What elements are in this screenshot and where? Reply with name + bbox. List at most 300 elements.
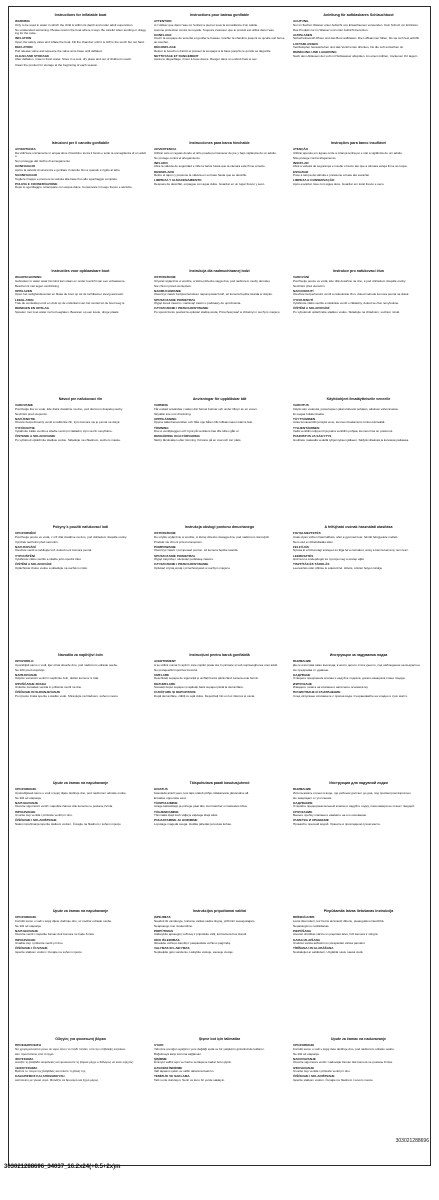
block-text: Не защищает от утопления.	[293, 795, 332, 800]
block-heading: VYPOUŠTĚNÍ	[15, 553, 35, 558]
instruction-block	[15, 29, 146, 36]
section-sk	[11, 395, 150, 523]
block-heading: RENGÖRING OCH FÖRVARING	[154, 434, 200, 439]
instruction-block	[293, 555, 424, 562]
instruction-block	[293, 276, 424, 283]
instruction-block	[154, 1053, 285, 1057]
instruction-block	[154, 307, 285, 314]
section-fi	[289, 395, 428, 523]
instruction-block	[154, 683, 285, 690]
block-text: Upotrebljavati samo u vodi u kojoj dijete dodiruje dno, pod nadzorom odrasle osobe.	[15, 790, 127, 795]
block-text: Ανοίξτε τη βαλβίδα ασφαλείας και φουσκώστε τη βάρκα μέχρι ο θάλαμος να είναι σφιχτός.	[15, 1060, 134, 1065]
instruction-block	[154, 546, 285, 553]
instruction-block	[15, 307, 146, 314]
block-heading: ACHTUNG	[293, 19, 309, 23]
block-heading: OPOZORILO	[15, 659, 34, 663]
block-text: Atveriet drošības vārstu un piepūtiet laivu, līdz kamera ir stingra.	[293, 932, 379, 937]
block-text: Pull release valve and squeeze the valve at its base until deflated.	[15, 48, 103, 53]
block-heading: ΦΟΥΣΚΩΜΑ	[15, 1056, 34, 1061]
block-heading: OSTRZEŻENIE	[154, 531, 176, 535]
block-text: Nepasargā no noslīkšanas.	[293, 923, 330, 928]
instruction-block	[154, 55, 285, 62]
block-heading: ΠΡΟΕΙΔΟΠΟΙΗΣΗ	[15, 1043, 41, 1047]
instruction-block	[293, 797, 424, 801]
block-heading: ATENÇÃO	[293, 147, 309, 151]
instruction-block	[293, 418, 424, 425]
section-lv	[289, 907, 428, 1035]
block-text: След изпускане изплакнете с прясна вода. Съхранявайте на хладно и сухо място.	[293, 693, 408, 698]
block-text: Gebruiken in water waar het kind kan staan en onder toezicht van een volwassene.	[15, 278, 126, 283]
section-cs2	[11, 523, 150, 651]
instruction-block	[154, 276, 285, 283]
block-heading: LIMPEZA E CONSERVAÇÃO	[293, 178, 335, 183]
block-heading: ИЗПУСКАНЕ	[293, 681, 312, 686]
instruction-block	[293, 1053, 424, 1057]
block-text: Nyissa ki a biztonsági szelepet és fújja fel a csónakot, amíg a kamra kemény nem lesz.	[293, 548, 409, 553]
block-heading: ČIŠČENJE IN SHRANJEVANJE	[15, 690, 61, 695]
block-heading: NAFÚKNUTIE	[15, 416, 36, 421]
block-heading: ADVERTENCIA	[154, 147, 177, 151]
instruction-block	[15, 802, 146, 809]
instruction-block	[293, 660, 424, 667]
instruction-block	[15, 669, 146, 673]
section-fr	[150, 11, 289, 139]
block-text: Výrobek nechrání před utonutím.	[15, 539, 59, 544]
block-heading: AUFBLASEN	[293, 32, 313, 37]
instruction-block	[15, 20, 146, 27]
block-heading: DESINFLADO	[154, 169, 175, 174]
block-heading: FELFÚJÁS	[293, 544, 309, 549]
block-heading: DEZUMFLARE	[154, 681, 176, 686]
block-text: Wyjąć zatyczkę i nacisnąć podstawę zaworu.	[154, 557, 214, 562]
instruction-block	[15, 174, 146, 181]
block-text: Używać wyłącznie w wodzie, w której dziecko sięga dna, pod nadzorem osoby dorosłej.	[154, 278, 271, 283]
block-heading: FIGYELMEZTETÉS	[293, 531, 321, 535]
block-text: Izvadite čep i pritisnite ventil pri dnu.	[15, 941, 64, 946]
section-title: Instrucciones para barca hinchable	[189, 141, 250, 145]
block-text: Po spuszczeniu powietrza opłukać słodką wodą. Przechowywać w chłodnym i suchym miejscu.	[154, 309, 281, 314]
block-text: Huuhtele makealla vedellä tyhjennyksen jälkeen. Säilytä viileässä ja kuivassa paikassa.	[293, 437, 410, 442]
section-el	[11, 1035, 150, 1163]
block-heading: AVVERTENZA	[15, 147, 36, 151]
instruction-block	[293, 691, 424, 698]
section-de	[289, 11, 428, 139]
block-text: Po izpustu zraka sperite s sladko vodo. Shranjujte na hladnem, suhem mestu.	[15, 693, 119, 698]
section-lt	[150, 907, 289, 1035]
instruction-block	[154, 1058, 285, 1065]
instruction-block	[15, 811, 146, 818]
block-text: Togliere il tappo e premere la valvola alla base fino allo sgonfiaggio completo.	[15, 176, 118, 181]
instruction-block	[154, 427, 285, 434]
block-heading: VARNING	[154, 403, 169, 407]
instruction-block	[293, 819, 424, 826]
instruction-block	[293, 34, 424, 41]
block-heading: TÖMNING	[154, 425, 169, 430]
block-heading: GAISA IZLAIŠANA	[293, 937, 321, 942]
instruction-block	[15, 299, 146, 306]
section-es	[150, 139, 289, 267]
instruction-block	[154, 788, 285, 795]
instruction-block	[154, 819, 285, 826]
block-text: Nuplaukite gėlu vandeniu. Laikykite vėsioje, sausoje vietoje.	[154, 949, 234, 954]
block-text: Otvorte bezpečnostný ventil a nafúknite čln, kým komora nie je pevná na dotyk.	[15, 420, 121, 425]
block-text: Öppna säkerhetsventilen och blås upp båten tills luftkammaren känns fast.	[154, 420, 253, 425]
instruction-block	[154, 34, 285, 45]
instruction-block	[293, 532, 424, 539]
instruction-block	[15, 1075, 146, 1082]
block-text: Yalnızca çocuğun ayağının yere değdiği suda ve bir yetişkinin gözetiminde kullanın.	[154, 1046, 265, 1051]
block-text: Avage kaitseklapp ja puhuge paat täis, kuni kamber on katsudes kõva.	[154, 804, 248, 809]
block-heading: INSUFLAR	[293, 160, 309, 165]
block-text: Open het veiligheidsventiel en blaas de boot op tot de luchtkamer stevig aanvoelt.	[15, 292, 124, 297]
block-heading: NAFUKOVÁNÍ	[15, 544, 36, 549]
block-text: Naudoti tik vandenyje, kuriame vaikas siekia dugną, prižiūrint suaugusiajam.	[154, 918, 256, 923]
section-tr	[150, 1035, 289, 1163]
instruction-block	[15, 404, 146, 411]
block-heading: NADMUCHIWANIE	[154, 288, 181, 293]
instruction-block	[293, 683, 424, 690]
block-text: Po vyfouknutí opláchněte sladkou vodou. Skladujte na chladném, suchém místě.	[293, 309, 401, 314]
instruction-block	[154, 925, 285, 929]
block-text: Produkt nie chroni przed utonięciem.	[154, 539, 203, 544]
instruction-block	[15, 46, 146, 53]
block-heading: НАДУВАНЕ	[293, 672, 311, 677]
block-text: Откройте предохранительный клапан и надуйте лодку, пока камера не станет твердой.	[293, 804, 415, 809]
instruction-block	[154, 947, 285, 954]
instruction-block	[15, 37, 146, 44]
block-text: Noskalojiet ar saldūdeni. Uzglabāt vēsā, sausā vietā.	[293, 949, 364, 954]
block-heading: IZDUVAVANJE	[293, 1065, 315, 1070]
block-heading: ВНИМАНИЕ	[293, 787, 312, 791]
instruction-block	[154, 916, 285, 923]
block-text: După dezumflare, clătiți cu apă dulce. Depozitați într-un loc răcoros și uscat.	[154, 693, 256, 698]
block-heading: ВНИМАНИЕ	[293, 659, 312, 663]
block-heading: VAROVANIE	[15, 403, 33, 407]
block-text: Otvorite ventil i napušite čamac dok komora ne bude čvrsta.	[15, 932, 95, 937]
section-title: Instructions pour bateau gonflable	[189, 13, 250, 17]
block-text: Ventilstopfen herausziehen und das Ventil unten drücken, bis die Luft entwichen ist.	[293, 45, 404, 50]
block-heading: ORO IŠLEIDIMAS	[154, 937, 180, 942]
section-cs	[289, 267, 428, 395]
instruction-block	[154, 939, 285, 946]
block-heading: PUHDISTUS JA SÄILYTYS	[293, 434, 332, 439]
instruction-block	[154, 541, 285, 545]
block-text: Izvucite čep ventila i pritisnite ventil pri dnu.	[293, 1069, 351, 1074]
block-text: Skyddar inte mot drunkning.	[154, 411, 192, 416]
instruction-block	[293, 413, 424, 417]
block-heading: NAPUHAVANJE	[15, 928, 39, 933]
instruction-block	[15, 819, 146, 826]
instruction-block	[15, 563, 146, 570]
block-heading: PUHASTAMINE JA HOIDMINE	[154, 818, 198, 823]
instruction-block	[15, 674, 146, 681]
instruction-block	[293, 939, 424, 946]
instruction-block	[293, 811, 424, 818]
instruction-block	[15, 660, 146, 667]
block-heading: UPOZORENJE	[15, 915, 37, 919]
block-text: Non protegge dal rischio di annegamento.	[15, 159, 71, 164]
block-heading: DÉGONFLAGE	[154, 45, 176, 50]
section-title: Οδηγίες για φουσκωτή βάρκα	[55, 1037, 106, 1041]
block-text: Nach dem Ablassen der Luft mit Süßwasser abspülen. An einem kühlen, trockenen Ort lagern.	[293, 53, 419, 58]
block-text: Промойте пресной водой. Хранить в прохладном сухом месте.	[293, 821, 381, 826]
block-heading: НАДУВАНИЕ	[293, 800, 313, 805]
block-heading: CLEAN AND STORAGE	[15, 53, 50, 58]
instruction-block	[15, 947, 146, 954]
block-heading: VYFÚKNUTIE	[15, 425, 35, 430]
block-text: A n'utiliser que dans l'eau où l'enfant a pied et sous la surveillance d'un adulte.	[154, 22, 259, 27]
block-heading: INFLADO	[154, 160, 168, 165]
block-text: Βγάλτε το πώμα της βαλβίδας και πιέστε τη βάση της.	[15, 1069, 87, 1074]
block-heading: LEEGLATEN	[15, 297, 34, 302]
block-heading: TYHJENTÄMINEN	[293, 425, 320, 430]
block-text: Kasutada ainult vees, kus laps ulatub põhja, täiskasvanu järelevalve all.	[154, 790, 250, 795]
section-pl2	[150, 523, 289, 651]
section-title: Návod pre nafukovací čln	[58, 397, 103, 401]
block-text: Húzza ki a szelepdugót és nyomja meg a szelep alját.	[293, 557, 365, 562]
block-heading: CZYSZCZENIE I PRZECHOWYWANIE	[154, 562, 209, 567]
block-heading: TÄISPUHUMINE	[154, 800, 178, 805]
instruction-block	[293, 285, 424, 289]
section-title: Instrukcijos pripučiamai valčiai	[192, 909, 247, 913]
instruction-block	[15, 413, 146, 417]
block-heading: UPPBLÅSNING	[154, 416, 177, 421]
instruction-block	[154, 179, 285, 186]
block-heading: HAVASINI İNDİRME	[154, 1065, 183, 1070]
block-heading: LIMPIEZA Y ALMACENAMIENTO	[154, 178, 202, 183]
block-heading: GONFLAGE	[154, 32, 172, 37]
block-text: Izvucite čep ventila i pritisnite ventil pri dnu.	[15, 813, 73, 818]
block-heading: PIEPŪŠANA	[293, 928, 312, 933]
instruction-block	[15, 290, 146, 297]
section-title: Piepūšamās laivas lietošanas instrukcija	[323, 909, 394, 913]
instruction-block	[293, 947, 424, 954]
section-title: Инструкция для надувной лодки	[329, 781, 388, 785]
block-heading: TÄYTTÄMINEN	[293, 416, 316, 421]
block-text: Beschermt niet tegen verdrinking.	[15, 283, 60, 288]
block-heading: HOIATUS	[154, 787, 168, 791]
instruction-block	[15, 797, 146, 801]
block-heading: DEFLATION	[15, 45, 33, 50]
instruction-block	[15, 183, 146, 190]
block-text: Opláchněte čistou vodou a skladujte na suchém místě.	[15, 565, 88, 570]
block-heading: IZPUŠČANJE ZRAKA	[15, 681, 47, 686]
instruction-block	[154, 20, 285, 27]
block-heading: GONFIAGGIO	[15, 164, 36, 169]
block-text: Spoelen met zoet water na het leeglaten. Bewaren op een koele, droge plaats.	[15, 309, 120, 314]
instruction-block	[15, 285, 146, 289]
instruction-block	[15, 683, 146, 690]
block-text: Atidarykite apsauginį vožtuvą ir pripūskite valtį, kol kamera bus standi.	[154, 932, 247, 937]
footer-code: 303021288696_34037_16.2x24(+0.5+2x)m	[4, 1164, 121, 1170]
instruction-block	[15, 148, 146, 159]
instruction-block	[293, 1067, 424, 1074]
block-text: Выньте пробку клапана и нажмите на его основание.	[293, 813, 367, 818]
block-heading: BRĪDINĀJUMS	[293, 915, 315, 919]
section-en	[11, 11, 150, 139]
block-text: Após esvaziar, lave com água doce. Guardar em local fresco e seco.	[293, 181, 385, 186]
section-title: Instructies voor opblaasbare boot	[51, 269, 110, 273]
block-text: Ištraukite vožtuvo kamštį ir paspauskite vožtuvo pagrindą.	[154, 941, 231, 946]
instruction-block	[293, 20, 424, 27]
block-heading: CURĂȚARE ȘI DEPOZITARE	[154, 690, 196, 695]
instruction-block	[15, 165, 146, 172]
section-nl	[11, 267, 150, 395]
block-heading: ISPUHIVANJE	[15, 937, 36, 942]
block-heading: UPOZORENJE	[293, 1043, 315, 1047]
block-text: Isperite slatkom vodom i čuvajte na suhom mjestu.	[15, 949, 83, 954]
block-text: Izvlecite zamašek ventila in pritisnite ventil na dnu.	[15, 685, 83, 690]
section-title: Pokyny k použití nafukovací lodi	[52, 525, 109, 529]
block-heading: TISZTÍTÁS ÉS TÁROLÁS	[293, 562, 330, 567]
instruction-block	[15, 930, 146, 937]
block-text: Nur im flachen Wasser unter Aufsicht von Erwachsenen verwenden. Kein Schutz vor Ertrinken.	[293, 22, 419, 27]
block-text: Nu protejează împotriva înecului.	[154, 667, 198, 672]
block-text: Clean the product for storage at the beginning of each season.	[15, 62, 99, 67]
block-text: Otvorite sigurnosni ventil i napušite čamac dok komora ne postane čvrsta.	[15, 804, 114, 809]
instruction-block	[15, 1044, 146, 1051]
block-text: Sicherheitsventil öffnen und das Boot aufblasen. Die Luftkammer füllen, bis sie sich fest anfühlt.	[293, 36, 420, 41]
instruction-block	[154, 435, 285, 442]
block-text: Käytä vain vedessä, jossa lapsen jalat ulottuvat pohjaan, aikuisen valvonnassa.	[293, 406, 399, 411]
block-text: Après le dégonflage, rincer à l'eau douce. Ranger dans un endroit frais et sec.	[154, 57, 258, 62]
block-text: Da utilizzare unicamente in acqua dove il bambino tocca il fondo e sotto la sorveglianza di un adulto.	[15, 150, 146, 159]
block-text: Skölj i färskvatten efter tömning. Förvara på en sval och torr plats.	[154, 437, 242, 442]
instruction-block	[293, 788, 424, 795]
block-text: Trek de ventieldop eruit en druk op de onderkant van het ventiel tot de boot leeg is.	[15, 301, 126, 306]
block-heading: VYFOUKNUTÍ	[293, 297, 314, 302]
block-heading: VALYMAS IR LAIKYMAS	[154, 946, 190, 951]
block-text: Opłukać czystą wodą i przechowywać w suchym miejscu.	[154, 565, 231, 570]
instruction-block	[154, 46, 285, 53]
block-heading: ČIŠĆENJE I SKLADIŠTENJE	[15, 818, 57, 823]
block-text: Να χρησιμοποιείται μόνο σε νερό όπου το παιδί πατάει, υπό την επίβλεψη ενηλίκου.	[15, 1046, 127, 1051]
block-text: Não protege contra afogamento.	[293, 155, 337, 160]
block-text: Otevřete bezpečnostní ventil a nafoukněte člun, dokud nebude komora pevná na dotek.	[293, 292, 410, 297]
instruction-block	[15, 418, 146, 425]
block-text: Использовать только в воде, где ребенок достает до дна, под присмотром взрослых.	[293, 790, 412, 795]
block-text: Abra a válvula de segurança e insufle o barco até que a câmara esteja firme ao toque.	[293, 164, 408, 169]
block-text: Ei kaitse uppumise eest.	[154, 795, 187, 800]
block-text: Do użytku wyłącznie w wodzie, w której dziecko dosięga dna, pod nadzorem dorosłych.	[154, 534, 270, 539]
section-title: Anvisningar för uppblåsbar båt	[192, 397, 247, 401]
block-text: Después de desinflar, enjuague con agua dulce. Guardar en un lugar fresco y seco.	[154, 181, 266, 186]
block-text: Leeresztés után öblítse le édesvízzel. Hűvös, száraz helyen tárolja.	[293, 565, 383, 570]
block-heading: NAPUHAVANJE	[15, 800, 39, 805]
instruction-block	[15, 1067, 146, 1074]
instruction-block	[293, 925, 424, 929]
instruction-block	[15, 1058, 146, 1065]
instruction-block	[293, 802, 424, 809]
section-title: A felfújható csónak használati utasítása	[324, 525, 393, 529]
instruction-block	[154, 148, 285, 155]
instruction-block	[293, 1058, 424, 1065]
section-title: Istruzioni per il canotto gonfiabile	[51, 141, 110, 145]
section-hu	[289, 523, 428, 651]
section-it	[11, 139, 150, 267]
instruction-block	[15, 160, 146, 164]
section-title: Käyttöohjeet ilmatäytteiselle veneelle	[326, 397, 391, 401]
instruction-block	[293, 404, 424, 411]
instruction-block	[154, 290, 285, 297]
instruction-block	[154, 555, 285, 562]
block-heading: TĪRĪŠANA UN GLABĀŠANA	[293, 946, 334, 951]
block-heading: UMFLARE	[154, 672, 170, 677]
block-heading: NAFOUKNUTÍ	[293, 288, 314, 293]
block-heading: INFLATION	[15, 36, 32, 41]
block-text: Retirer le bouchon d'arrêt et presser la soupape à la base jusqu'à ce qu'elle se dégonfle.	[154, 48, 272, 53]
instruction-block	[15, 546, 146, 553]
instruction-block	[293, 563, 424, 570]
instruction-block	[293, 1075, 424, 1082]
block-text: Tõmmake klapi kork välja ja vajutage klapi alust.	[154, 813, 219, 818]
block-heading: TEMİZLİK VE SAKLAMA	[154, 1074, 190, 1079]
block-heading: ПОЧИСТВАНЕ И СЪХРАНЕНИЕ	[293, 690, 341, 695]
block-text: Otvorite sigurnosni ventil i naduvajte čamac dok komora ne postane čvrsta.	[293, 1060, 393, 1065]
section-pl	[150, 267, 289, 395]
section-title: Upute za čamac na napuhavanje	[52, 909, 109, 913]
block-text: No protege contra el ahogamiento.	[154, 155, 201, 160]
instruction-block	[15, 55, 146, 62]
instruction-block	[154, 162, 285, 169]
block-heading: POMPOWANIE	[154, 544, 176, 549]
block-heading: ESVAZIAR	[293, 169, 309, 174]
block-text: Извадете тапата на клапана и натиснете основата му.	[293, 685, 369, 690]
section-title: Instrukcja obsługi pontonu dmuchanego	[184, 525, 255, 529]
section-sl	[11, 651, 150, 779]
instruction-block	[293, 43, 424, 50]
instruction-block	[293, 299, 424, 306]
block-text: Puxe a tampa da válvula e pressione a base até esvaziar.	[293, 173, 370, 178]
instruction-block	[154, 674, 285, 681]
instruction-block	[154, 563, 285, 570]
block-text: Ne ščiti pred utopitvijo.	[15, 667, 46, 672]
block-heading: ОЧИСТКА И ХРАНЕНИЕ	[293, 818, 329, 823]
section-title: Instrukce pro nafukovací člun	[333, 269, 384, 273]
block-heading: SPUSZCZANIE POWIETRZA	[154, 297, 196, 302]
block-text: Vytáhněte zátku ventilu a stlačte jeho spodní část.	[15, 557, 82, 562]
instruction-block	[15, 939, 146, 946]
block-text: Δεν προστατεύει από πνιγμό.	[15, 1051, 55, 1056]
block-heading: OSTRZEŻENIE	[154, 275, 176, 279]
instruction-block	[154, 418, 285, 425]
block-text: Emniyet valfini açın ve hazne sertleşene kadar botu şişirin.	[154, 1060, 232, 1065]
instruction-block	[293, 29, 424, 33]
block-heading: ATTENTION	[154, 19, 172, 23]
block-text: Vytáhněte zátku ventilu a stiskněte ventil u základny, dokud se člun nevyfoukne.	[293, 301, 400, 306]
instruction-block	[293, 179, 424, 186]
block-text: Avaa turvaventtiili ja täytä vene, kunnes ilmakammio tuntuu kiinteältä.	[293, 420, 386, 425]
block-heading: ČISTENIE A SKLADOVANIE	[15, 434, 56, 439]
instruction-block	[293, 674, 424, 681]
section-title: Upute za čamac na naduvavanje	[330, 1037, 387, 1041]
instruction-block	[154, 930, 285, 937]
block-text: Používajte iba vo vode, kde dieťa dosiahne na dno, pod dozorom dospelej osoby.	[15, 406, 123, 411]
block-heading: SGONFIAGGIO	[15, 173, 38, 178]
block-text: Valf tapasını çekin ve valfin tabanına bastırın.	[154, 1069, 215, 1074]
instruction-block	[15, 925, 146, 929]
block-text: Koristiti samo u vodi u kojoj dijete dodiruje dno, uz nadzor odrasle osobe.	[15, 918, 113, 923]
block-text: Das Produkt nur im Wasser und unter Aufsicht benutzen.	[293, 27, 369, 32]
section-ro	[150, 651, 289, 779]
section-pt	[289, 139, 428, 267]
instruction-block	[15, 916, 146, 923]
block-text: Ne štiti od utapanja.	[15, 795, 42, 800]
side-article-code: 303021288696	[395, 1138, 429, 1144]
block-text: Otworzyć zawór i pompować ponton, aż komora będzie twarda.	[154, 548, 239, 553]
instruction-block	[154, 669, 285, 673]
block-text: Vedä venttiilin tulppa irti ja paina venttiilin pohjaa, kunnes ilma on poistunut.	[293, 429, 394, 434]
